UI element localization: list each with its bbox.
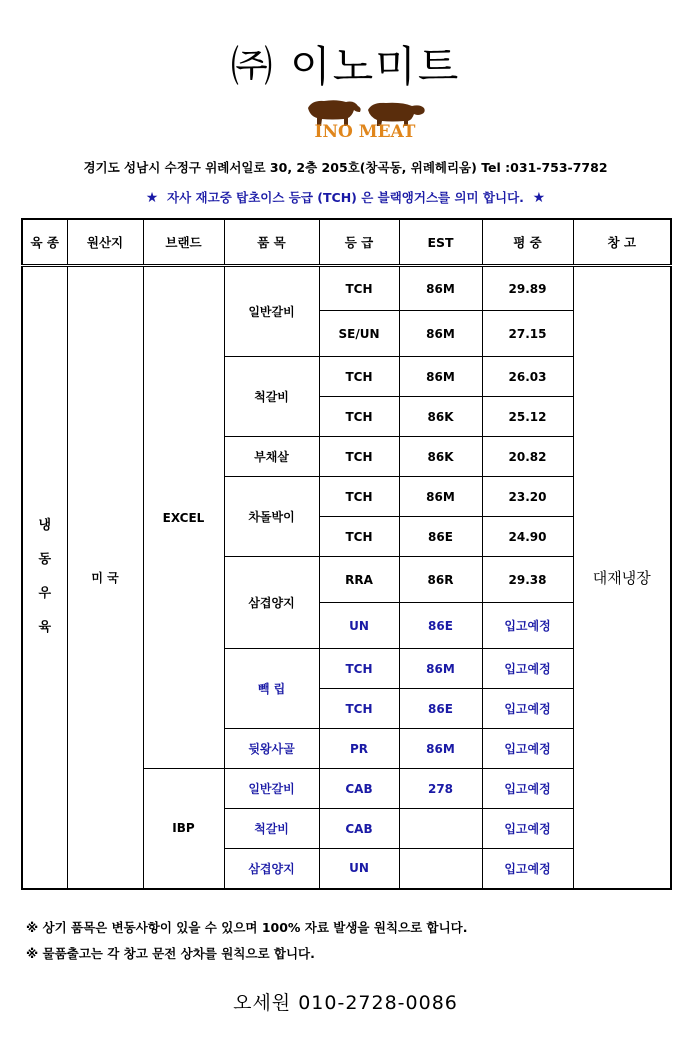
company-title: ㈜ 이노미트 [230, 42, 461, 91]
brand-cell-ibp: IBP [143, 769, 224, 889]
weight-cell: 입고예정 [482, 769, 573, 809]
header-brand: 브랜드 [143, 219, 224, 266]
grade-cell: TCH [319, 357, 399, 397]
table-row [22, 266, 671, 311]
weight-cell: 24.90 [482, 517, 573, 557]
grade-notice [0, 188, 691, 206]
item-cell: 뒷왕사골 [224, 729, 319, 769]
notice-text: 자사 재고중 탑초이스 등급 (TCH) 은 블랙앵거스를 의미 합니다. [167, 190, 524, 205]
star-icon: ★ [145, 190, 159, 206]
est-cell: 86M [399, 357, 482, 397]
item-cell: 삼겹양지 [224, 557, 319, 649]
est-cell: 86E [399, 517, 482, 557]
grade-cell: TCH [319, 649, 399, 689]
est-cell: 86M [399, 311, 482, 357]
warehouse-cell: 대재냉장 [573, 266, 671, 889]
est-cell: 86K [399, 397, 482, 437]
est-cell: 86M [399, 649, 482, 689]
header-avg-weight: 평 중 [482, 219, 573, 266]
grade-cell: TCH [319, 689, 399, 729]
grade-cell: CAB [319, 809, 399, 849]
item-cell: 척갈비 [224, 809, 319, 849]
weight-cell: 29.89 [482, 266, 573, 311]
est-cell: 278 [399, 769, 482, 809]
weight-cell: 25.12 [482, 397, 573, 437]
inventory-table [21, 218, 672, 890]
weight-cell: 29.38 [482, 557, 573, 603]
weight-cell: 입고예정 [482, 649, 573, 689]
weight-cell: 입고예정 [482, 603, 573, 649]
est-cell: 86M [399, 729, 482, 769]
footnote: ※ 물품출고는 각 창고 문전 상차를 원칙으로 합니다. [26, 946, 315, 961]
grade-cell: UN [319, 603, 399, 649]
grade-cell: SE/UN [319, 311, 399, 357]
est-cell: 86M [399, 266, 482, 311]
weight-cell: 입고예정 [482, 689, 573, 729]
grade-cell: TCH [319, 437, 399, 477]
logo-text: INO MEAT [314, 122, 416, 142]
grade-cell: TCH [319, 477, 399, 517]
est-cell [399, 849, 482, 889]
header-est: EST [399, 219, 482, 266]
company-address: 경기도 성남시 수정구 위례서일로 30, 2층 205호(창곡동, 위례헤리움) Tel :031-753-7782 [83, 160, 608, 175]
star-icon: ★ [532, 190, 546, 206]
grade-cell: PR [319, 729, 399, 769]
weight-cell: 27.15 [482, 311, 573, 357]
grade-cell: TCH [319, 517, 399, 557]
footnote: ※ 상기 품목은 변동사항이 있을 수 있으며 100% 자료 발생을 원칙으로 합니다. [26, 920, 468, 935]
est-cell: 86K [399, 437, 482, 477]
contact-info: 오세원 010-2728-0086 [233, 992, 458, 1014]
header-meat-type: 육 종 [22, 219, 67, 266]
weight-cell: 20.82 [482, 437, 573, 477]
item-cell: 일반갈비 [224, 769, 319, 809]
brand-cell-excel: EXCEL [143, 266, 224, 769]
item-cell: 차돌박이 [224, 477, 319, 557]
item-cell: 척갈비 [224, 357, 319, 437]
item-cell: 일반갈비 [224, 266, 319, 357]
weight-cell: 입고예정 [482, 849, 573, 889]
grade-cell: TCH [319, 266, 399, 311]
est-cell: 86E [399, 689, 482, 729]
weight-cell: 23.20 [482, 477, 573, 517]
header-warehouse: 창 고 [573, 219, 671, 266]
meat-type-cell: 냉 동 우 육 [22, 266, 67, 889]
grade-cell: UN [319, 849, 399, 889]
est-cell: 86R [399, 557, 482, 603]
item-cell: 부채살 [224, 437, 319, 477]
weight-cell: 입고예정 [482, 809, 573, 849]
item-cell: 빽 립 [224, 649, 319, 729]
header-item: 품 목 [224, 219, 319, 266]
weight-cell: 26.03 [482, 357, 573, 397]
header-origin: 원산지 [67, 219, 143, 266]
grade-cell: CAB [319, 769, 399, 809]
est-cell: 86E [399, 603, 482, 649]
weight-cell: 입고예정 [482, 729, 573, 769]
origin-cell: 미 국 [67, 266, 143, 889]
est-cell [399, 809, 482, 849]
table-header-row [22, 219, 671, 266]
est-cell: 86M [399, 477, 482, 517]
grade-cell: TCH [319, 397, 399, 437]
header-grade: 등 급 [319, 219, 399, 266]
item-cell: 삼겹양지 [224, 849, 319, 889]
grade-cell: RRA [319, 557, 399, 603]
